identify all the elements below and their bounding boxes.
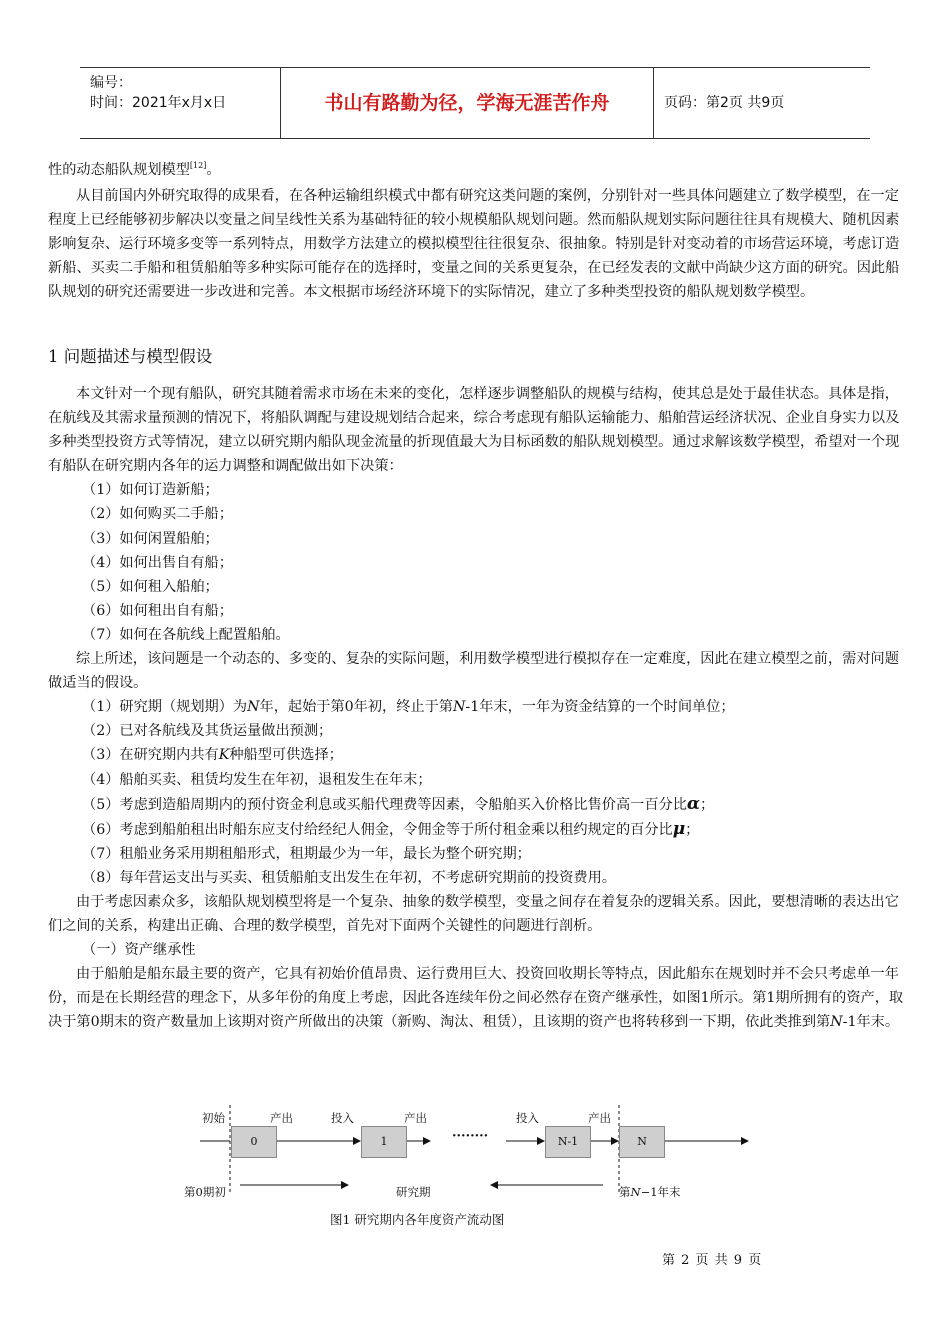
assumption-8: （8）每年营运支出与买卖、租赁船舶支出发生在年初，不考虑研究期前的投资费用。 (82, 869, 616, 886)
label-end: 第N−1年末 (619, 1185, 681, 1199)
decision-1: （1）如何订造新船； (82, 482, 219, 499)
assumption-5: （5）考虑到造船周期内的预付资金利息或买船代理费等因素，令船舶买入价格比售价高一百分比α； (82, 793, 715, 814)
label-initial: 初始 (202, 1111, 225, 1125)
paragraph-1: 从目前国内外研究取得的成果看，在各种运输组织模式中都有研究这类问题的案例，分别针对一些具体问题建立了数学模型，在一定程度上已经能够初步解决以变量之间呈线性关系为基础特征的较小规模船队规划问题。然而船队规划实际问题往往具有规模大、随机因素影响复杂、运行环境多变等一系列特点，用数学方法建立的模拟模型往往很复杂、很抽象。特别是针对变动着的市场营运环境，考虑订造新船、买卖二手船和租赁船舶等多种实际可能存在的选择时，变量之间的关系更复杂，在已经发表的文献中尚缺少这方面的研究。因此船队规划的研究还需要进一步改进和完善。本文根据市场经济环境下的实际情况，建立了多种类型投资的船队规划数学模型。 (48, 188, 900, 301)
alpha-symbol: α (686, 793, 700, 814)
assumption-3: （3）在研究期内共有K种船型可供选择； (82, 747, 343, 764)
assumption-7: （7）租船业务采用期租船形式，租期最少为一年，最长为整个研究期； (82, 845, 531, 862)
decision-5: （5）如何租入船舶； (82, 578, 219, 595)
decision-2: （2）如何购买二手船； (82, 506, 233, 523)
label-output-2: 产出 (404, 1111, 427, 1125)
p0-end: 。 (206, 162, 221, 178)
paragraph-0 (48, 158, 908, 182)
label-start: 第0期初 (184, 1185, 226, 1199)
citation: [12] (189, 161, 207, 170)
assumption-4: （4）船舶买卖、租赁均发生在年初，退租发生在年末； (82, 771, 432, 788)
decision-3: （3）如何闲置船舶； (82, 530, 219, 547)
label-period: 研究期 (396, 1185, 431, 1199)
label-output-3: 产出 (588, 1111, 611, 1125)
section-heading: 1 问题描述与模型假设 (48, 347, 213, 366)
figure-caption: 图1 研究期内各年度资产流动图 (330, 1212, 505, 1227)
period-box-n: N (619, 1126, 665, 1158)
label-output-1: 产出 (270, 1111, 293, 1125)
p0-text: 性的动态船队规划模型 (48, 162, 190, 178)
paragraph-3: 综上所述，该问题是一个动态的、多变的、复杂的实际问题，利用数学模型进行模拟存在一定难度，因此在建立模型之前，需对问题做适当的假设。 (48, 651, 899, 692)
header-motto: 书山有路勤为径，学海无涯苦作舟 (281, 68, 654, 138)
label-input-1: 投入 (331, 1111, 354, 1125)
header-meta (80, 68, 281, 138)
paragraph-5: 由于船舶是船东最主要的资产，它具有初始价值昂贵、运行费用巨大、投资回收期长等特点，因此船东在规划时并不会只考虑单一年份，而是在长期经营的理念下，从多年份的角度上考虑，因此各连续年份之间必然存在资产继承性，如图1所示。第1期所拥有的资产，取决于第0期末的资产数量加上该期对资产所做出的决策（新购、淘汰、租赁），且该期的资产也将转移到一下期，依此类推到第N-1年末。 (48, 966, 904, 1031)
assumption-6: （6）考虑到船舶租出时船东应支付给经纪人佣金，令佣金等于所付租金乘以租约规定的百分比μ； (82, 818, 700, 839)
assumption-2: （2）已对各航线及其货运量做出预测； (82, 723, 333, 740)
page-header (80, 67, 870, 139)
period-box-1: 1 (361, 1126, 407, 1158)
paragraph-2: 本文针对一个现有船队，研究其随着需求市场在未来的变化，怎样逐步调整船队的规模与结构，使其总是处于最佳状态。具体是指，在航线及其需求量预测的情况下，将船队调配与建设规划结合起来，综合考虑现有船队运输能力、船舶营运经济状况、企业自身实力以及多种类型投资方式等情况，建立以研究期内船队现金流量的折现值最大为目标函数的船队规划模型。通过求解该数学模型，希望对一个现有船队在研究期内各年的运力调整和调配做出如下决策： (48, 386, 900, 475)
page-footer: 第 2 页 共 9 页 (662, 1253, 763, 1268)
header-code: 编号： (90, 75, 132, 91)
asset-flow-figure (178, 1100, 778, 1230)
header-time: 时间：2021年x月x日 (90, 95, 227, 111)
paragraph-4: 由于考虑因素众多，该船队规划模型将是一个复杂、抽象的数学模型，变量之间存在着复杂的逻辑关系。因此，要想清晰的表达出它们之间的关系，构建出正确、合理的数学模型，首先对下面两个关键性的问题进行剖析。 (48, 893, 899, 935)
period-box-0: 0 (231, 1126, 277, 1158)
decision-6: （6）如何租出自有船； (82, 602, 233, 619)
subheading-asset: （一）资产继承性 (82, 942, 196, 959)
decision-7: （7）如何在各航线上配置船舶。 (82, 626, 290, 643)
section-body (48, 382, 910, 1035)
mu-symbol: μ (672, 818, 686, 839)
ellipsis-dots: ········ (452, 1129, 489, 1144)
period-box-n-1: N-1 (545, 1126, 591, 1158)
assumption-1: （1）研究期（规划期）为N年，起始于第0年初，终止于第N-1年末，一年为资金结算的一个时间单位； (82, 699, 735, 716)
decision-4: （4）如何出售自有船； (82, 554, 233, 571)
label-input-2: 投入 (516, 1111, 539, 1125)
header-page: 页码：第2页 共9页 (664, 95, 785, 111)
